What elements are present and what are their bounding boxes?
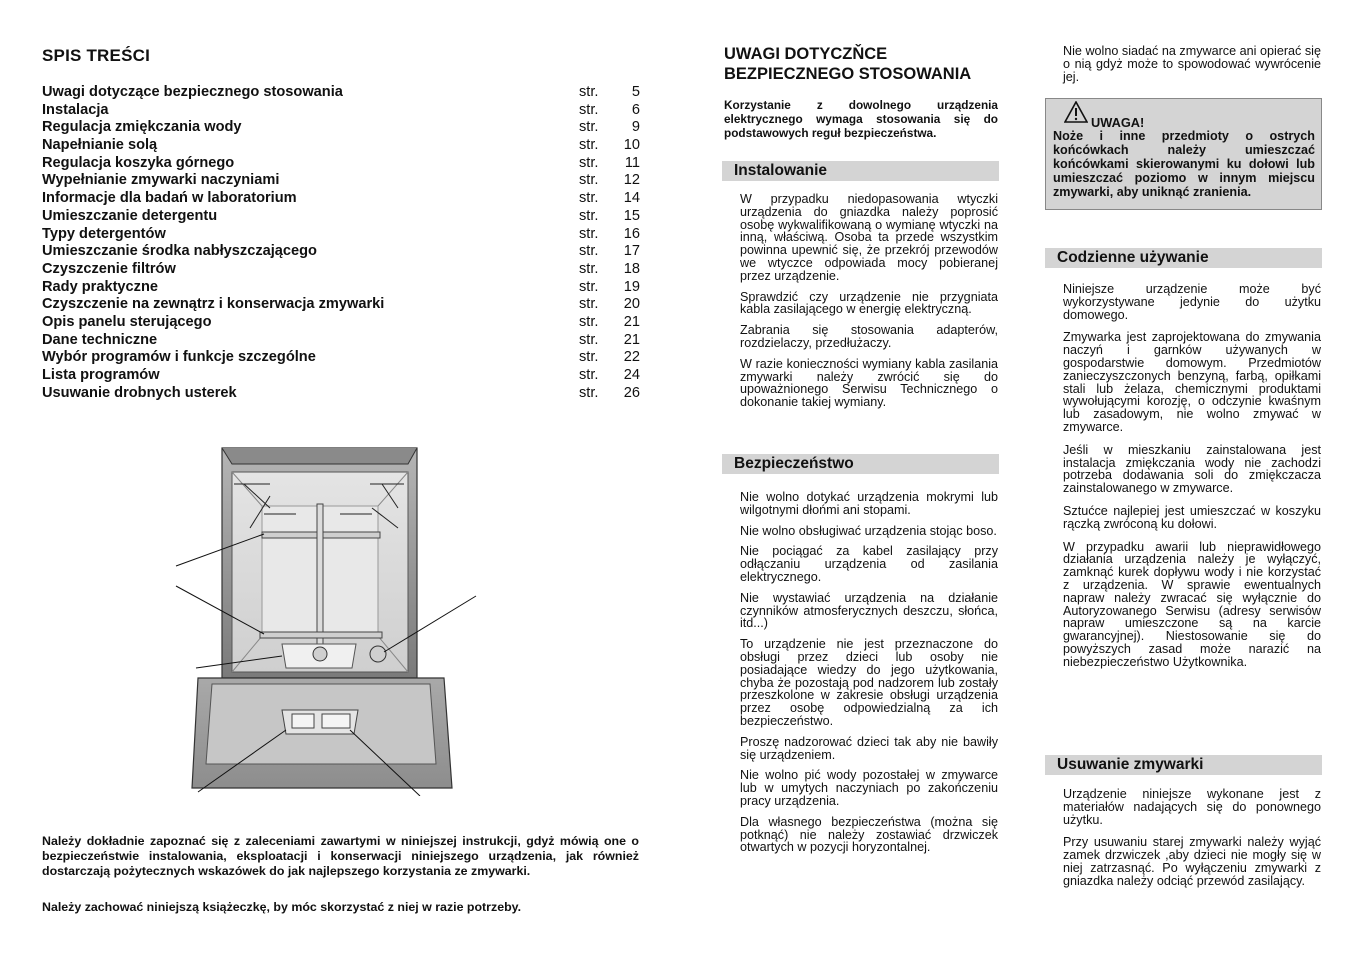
toc-item-page: 20 [623,296,640,313]
toc-item [42,243,642,261]
toc-item-str: str. [579,296,599,313]
toc-item-str: str. [579,119,599,136]
daily-use-paragraphs [1063,283,1321,669]
toc-item-label: Uwagi dotyczące bezpiecznego stosowania [42,84,343,100]
toc-item [42,119,642,137]
paragraph: Dla własnego bezpieczeństwa (można się potknąć) nie należy zostawiać drzwiczek otwartych w pozycji horyzontalnej. [740,814,998,855]
paragraph: W przypadku awarii lub nieprawidłowego działania urządzenia należy je wyłączyć, zamknąć kurek dopływu wody i nie korzystać z urządzenia. W sprawie ewentualnych napraw należy zwracać się wyłącznie do Autoryzowanego Serwisu (adresy serwisów napraw umieszczone są na karcie gwarancyjnej). Niestosowanie się do powyższych zasad może narazić na niebezpieczeństwo Użytkownika. [1063,539,1321,669]
toc-item [42,385,642,403]
paragraph: Przy usuwaniu starej zmywarki należy wyjąć zamek drzwiczek ,aby dzieci nie mogły się w niej zatrzasnąć. Po wyłączeniu zmywarki z gniazdka należy odciąć przewód zasilający. [1063,835,1321,888]
toc-item-str: str. [579,278,599,295]
toc-item-page: 24 [623,367,640,383]
toc-item-page: 21 [623,313,640,330]
toc-item-page: 18 [623,260,640,277]
table-of-contents [42,84,642,402]
toc-item [42,190,642,208]
toc-item-label: Opis panelu sterującego [42,313,212,330]
toc-item-str: str. [579,225,599,242]
installing-paragraphs [740,193,998,409]
toc-item [42,279,642,297]
warning-title: UWAGA! [1091,115,1145,130]
toc-item [42,367,642,385]
toc-item [42,155,642,173]
safety-paragraphs [740,491,998,854]
toc-item [42,314,642,332]
toc-item-str: str. [579,84,599,100]
toc-item [42,137,642,155]
toc-item-label: Czyszczenie na zewnątrz i konserwacja zmywarki [42,296,385,313]
toc-item-label: Czyszczenie filtrów [42,260,176,277]
paragraph: Nie wolno dotykać urządzenia mokrymi lub wilgotnymi dłońmi ani stopami. [740,490,998,517]
toc-item-str: str. [579,331,599,348]
toc-title: SPIS TREŚCI [42,46,151,65]
toc-item-label: Napełnianie solą [42,137,158,154]
toc-item-page: 21 [623,331,640,348]
toc-item [42,102,642,120]
paragraph: Zabrania się stosowania adapterów, rozdzielaczy, przedłużaczy. [740,323,998,350]
toc-item-label: Usuwanie drobnych usterek [42,384,237,401]
section-heading-removal: Usuwanie zmywarki [1045,755,1322,775]
paragraph: Sztućce najlepiej jest umieszczać w koszyku rączką zwróconą ku dołowi. [1063,503,1321,531]
safety-title: UWAGI DOTYCZŇCE BEZPIECZNEGO STOSOWANIA [724,45,972,83]
paragraph: Nie pociągać za kabel zasilający przy odłączaniu urządzenia od zasilania elektrycznego. [740,544,998,584]
toc-item-page: 22 [623,349,640,366]
paragraph: Nie wolno obsługiwać urządzenia stojąc boso. [740,523,997,538]
toc-item-str: str. [579,349,599,366]
toc-item-str: str. [579,260,599,277]
toc-item-page: 5 [631,84,640,100]
intro-paragraph: Należy dokładnie zapoznać się z zaleceniami zawartymi w niniejszej instrukcji, gdyż mówią one o bezpieczeństwie instalowania, eksploatacji i konserwacji niniejszego urządzenia, jak również dostarczają pożytecznych wskazówek do jak najlepszego korzystania ze zmywarki. [42,834,639,878]
toc-item-label: Umieszczanie środka nabłyszczającego [42,243,317,260]
paragraph: To urządzenie nie jest przeznaczone do obsługi przez dzieci lub osoby nie posiadające wiedzy do jego użytkowania, chyba że pozostają pod nadzorem lub zostały przeszkolone w zakresie obsługi urządzenia przez osobę odpowiedzialną za ich bezpieczeństwo. [740,637,998,728]
safety-intro: Korzystanie z dowolnego urządzenia elektrycznego wymaga stosowania się do podstawowych reguł bezpieczeństwa. [724,98,998,140]
paragraph: Zmywarka jest zaprojektowana do zmywania naczyń i garnków używanych w gospodarstwie domowym. Przedmiotów zanieczyszczonych benzyną, farbą, opiłkami stali lub żelaza, chemicznymi produktami wywołującymi korozję, o odczynie kwaśnym lub zasadowym, nie wolno zmywać w zmywarce. [1063,330,1321,434]
toc-item-label: Typy detergentów [42,225,166,242]
toc-item-label: Regulacja koszyka górnego [42,154,235,171]
toc-item-label: Wypełnianie zmywarki naczyniami [42,172,280,189]
toc-item-label: Regulacja zmiękczania wody [42,119,242,136]
toc-item [42,172,642,190]
toc-item-label: Rady praktyczne [42,278,158,295]
paragraph: W razie konieczności wymiany kabla zasilania zmywarki należy zwrócić się do upoważnionego Serwisu Technicznego o dokonanie takiej wymiany. [740,356,998,410]
paragraph: Sprawdzić czy urządzenie nie przygniata kabla zasilającego w energię elektryczną. [740,289,998,317]
toc-item-page: 14 [623,190,640,207]
toc-item-page: 17 [623,243,640,260]
paragraph: Proszę nadzorować dzieci tak aby nie bawiły się urządzeniem. [740,734,998,762]
paragraph: W przypadku niedopasowania wtyczki urządzenia do gniazdka należy poprosić osobę wykwalifikowaną o wymianę wtyczki na inną, właściwą. Osoba ta przede wszystkim powinna upewnić się, że przekrój przewodów we wtyczce odpowiada mocy pobieranej przez urządzenie. [740,192,998,283]
removal-paragraphs [1063,788,1321,888]
paragraph: Nie wolno pić wody pozostałej w zmywarce lub w umytych naczyniach po zakończeniu pracy urządzenia. [740,768,998,808]
toc-item-page: 19 [623,278,640,295]
toc-item [42,332,642,350]
toc-item [42,261,642,279]
section-heading-safety: Bezpieczeństwo [722,454,999,474]
toc-item-str: str. [579,313,599,330]
toc-item-str: str. [579,207,599,224]
paragraph: Nie wystawiać urządzenia na działanie czynników atmosferycznych deszczu, słońca, itd...) [740,590,998,631]
toc-item [42,296,642,314]
toc-item-label: Umieszczanie detergentu [42,207,218,224]
paragraph: Niniejsze urządzenie może być wykorzystywane jedynie do użytku domowego. [1063,282,1321,322]
toc-item-page: 11 [624,154,640,171]
dishwasher-illustration [172,446,482,796]
top-right-paragraph: Nie wolno siadać na zmywarce ani opierać się o nią gdyż może to spowodować wywrócenie jej. [1063,44,1321,84]
warning-triangle-icon [1064,101,1088,123]
toc-item-page: 9 [631,119,640,136]
toc-item-str: str. [579,243,599,260]
toc-item-str: str. [579,384,599,401]
toc-item [42,349,642,367]
toc-item-page: 16 [623,225,640,242]
paragraph: Jeśli w mieszkaniu zainstalowana jest instalacja zmiękczania wody nie zachodzi potrzeba dodawania soli do zmiękczacza zainstalowanego w zmywarce. [1063,442,1321,496]
toc-item-str: str. [579,172,599,189]
toc-item-label: Informacje dla badań w laboratorium [42,190,297,207]
toc-item-page: 12 [623,172,640,189]
toc-item-page: 15 [623,207,640,224]
toc-item-page: 6 [631,101,640,118]
toc-item-page: 26 [623,384,640,401]
toc-item-str: str. [579,367,599,383]
toc-item [42,208,642,226]
toc-item-str: str. [579,101,599,118]
toc-item-label: Lista programów [42,367,160,383]
toc-item-label: Instalacja [42,101,109,118]
toc-item-label: Dane techniczne [42,331,158,348]
warning-text: Noże i inne przedmioty o ostrych końcówkach należy umieszczać końcówkami skierowanymi ku dołowi lub umieszczać poziomo w innym miejscu zmywarki, aby uniknąć zranienia. [1053,129,1315,199]
toc-item-str: str. [579,154,599,171]
toc-item-page: 10 [623,137,640,154]
toc-item [42,84,642,102]
toc-item-str: str. [579,137,599,154]
toc-item-label: Wybór programów i funkcje szczególne [42,349,316,366]
section-heading-installing: Instalowanie [722,161,999,181]
toc-item [42,226,642,244]
toc-item-str: str. [579,190,599,207]
section-heading-daily-use: Codzienne używanie [1045,248,1322,268]
keep-booklet-note: Należy zachować niniejszą książeczkę, by móc skorzystać z niej w razie potrzeby. [42,900,522,914]
paragraph: Urządzenie niniejsze wykonane jest z materiałów nadających się do ponownego użytku. [1063,787,1321,827]
